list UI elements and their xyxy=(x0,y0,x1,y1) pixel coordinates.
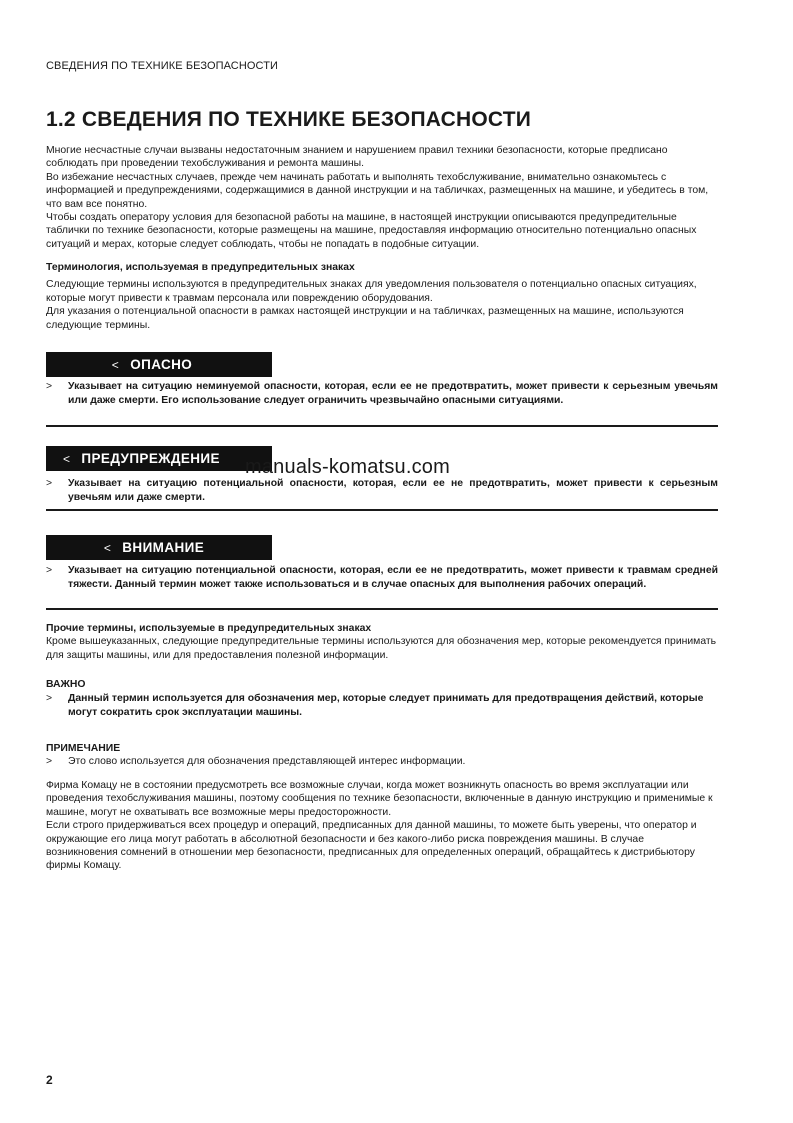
danger-signal-label: ОПАСНО xyxy=(130,357,193,372)
danger-description-text: Указывает на ситуацию неминуемой опасности, которая, если ее не предотвратить, может привести к серьезным увечьям или даже смерти. Его использование следует ограничить чрезвычайно опасными ситуациями. xyxy=(68,381,718,407)
closing-paragraph: Фирма Комацу не в состоянии предусмотреть все возможные случаи, когда может возникнуть опасность во время эксплуатации или проведения техобслуживания машины, поэтому сообщения по технике безопасности, включенные в данную инструкцию и применимые к машине, могут не охватывать все возможные меры предосторожности. xyxy=(46,780,713,818)
note-item xyxy=(46,755,718,768)
terminology-paragraph: Для указания о потенциальной опасности в рамках настоящей инструкции и на табличках, размещенных на машине, используются следующие термины. xyxy=(46,306,684,331)
bullet-marker: > xyxy=(46,478,53,489)
note-heading: ПРИМЕЧАНИЕ xyxy=(46,743,121,754)
terminology-section xyxy=(46,261,718,332)
section-title: 1.2 СВЕДЕНИЯ ПО ТЕХНИКЕ БЕЗОПАСНОСТИ xyxy=(46,108,532,131)
intro-paragraph: Многие несчастные случаи вызваны недостаточным знанием и нарушением правил техники безопасности, которые предписано соблюдать при проведении техобслуживания и ремонта машины. xyxy=(46,145,668,170)
note-text: Это слово используется для обозначения представляющей интерес информации. xyxy=(68,756,466,768)
intro-paragraph: Во избежание несчастных случаев, прежде чем начинать работать и выполнять техобслуживание, внимательно ознакомьтесь с информацией и предупреждениями, содержащимися в данной инструкции и на табличках, размещенных на машине, и убедитесь в том, что вам все понятно. xyxy=(46,171,709,210)
danger-description xyxy=(46,380,718,409)
other-terms-paragraph: Кроме вышеуказанных, следующие предупредительные термины используются для обозначения мер, которые рекомендуется принимать для защиты машины, или для предоставления полезной информации. xyxy=(46,636,717,661)
chevron-left-icon: < xyxy=(63,451,71,466)
caution-signal-badge xyxy=(46,535,272,560)
important-text: Данный термин используется для обозначения мер, которые следует принимать для предотвращения действий, которые могут сократить срок эксплуатации машины. xyxy=(68,693,704,718)
running-head: СВЕДЕНИЯ ПО ТЕХНИКЕ БЕЗОПАСНОСТИ xyxy=(46,60,279,72)
divider xyxy=(46,608,718,610)
caution-description-text: Указывает на ситуацию потенциальной опасности, которая, если ее не предотвратить, может привести к травмам средней тяжести. Данный термин может также использоваться и в случае опасных для выполнения рабочих операций. xyxy=(68,565,718,591)
other-terms-section xyxy=(46,622,718,662)
caution-description xyxy=(46,564,718,593)
page-number: 2 xyxy=(46,1073,53,1087)
closing-paragraph: Если строго придерживаться всех процедур и операций, предписанных для данной машины, то можете быть уверены, что оператор и окружающие его лица могут работать в абсолютной безопасности и без какого-либо риска повреждения машины. В случае возникновения сомнений в отношении мер безопасности, предписанных для определенных операций, обращайтесь к дистрибьютору фирмы Комацу. xyxy=(46,820,697,872)
warning-description xyxy=(46,477,718,506)
divider xyxy=(46,425,718,427)
bullet-marker: > xyxy=(46,381,53,392)
chevron-left-icon: < xyxy=(103,540,112,555)
terminology-paragraph: Следующие термины используются в предупредительных знаках для уведомления пользователя о потенциально опасных ситуациях, которые могут привести к травмам персонала или повреждению оборудования. xyxy=(46,279,697,304)
bullet-marker: > xyxy=(46,756,53,768)
important-heading: ВАЖНО xyxy=(46,679,86,690)
intro-text xyxy=(46,144,718,251)
watermark-text: manuals-komatsu.com xyxy=(245,456,450,478)
note-section xyxy=(46,742,718,769)
divider xyxy=(46,509,718,511)
warning-signal-label: ПРЕДУПРЕЖДЕНИЕ xyxy=(81,451,220,466)
danger-signal-badge xyxy=(46,352,272,377)
warning-description-text: Указывает на ситуацию потенциальной опасности, которая, если ее не предотвратить, может привести к серьезным увечьям или даже смерти. xyxy=(68,478,718,504)
terminology-heading: Терминология, используемая в предупредительных знаках xyxy=(46,262,355,273)
chevron-left-icon: < xyxy=(111,357,120,372)
important-item xyxy=(46,692,718,719)
other-terms-heading: Прочие термины, используемые в предупредительных знаках xyxy=(46,623,372,634)
caution-signal-label: ВНИМАНИЕ xyxy=(122,540,205,555)
bullet-marker: > xyxy=(46,565,53,576)
warning-signal-badge xyxy=(46,446,272,471)
closing-text xyxy=(46,779,718,873)
important-section xyxy=(46,678,718,719)
intro-paragraph: Чтобы создать оператору условия для безопасной работы на машине, в настоящей инструкции описываются предупредительные таблички по технике безопасности, которые размещены на машине, предоставляя информацию относительно потенциально опасных ситуаций и мерах, которые следует соблюдать, чтобы не попадать в подобные ситуации. xyxy=(46,212,697,250)
bullet-marker: > xyxy=(46,693,53,705)
